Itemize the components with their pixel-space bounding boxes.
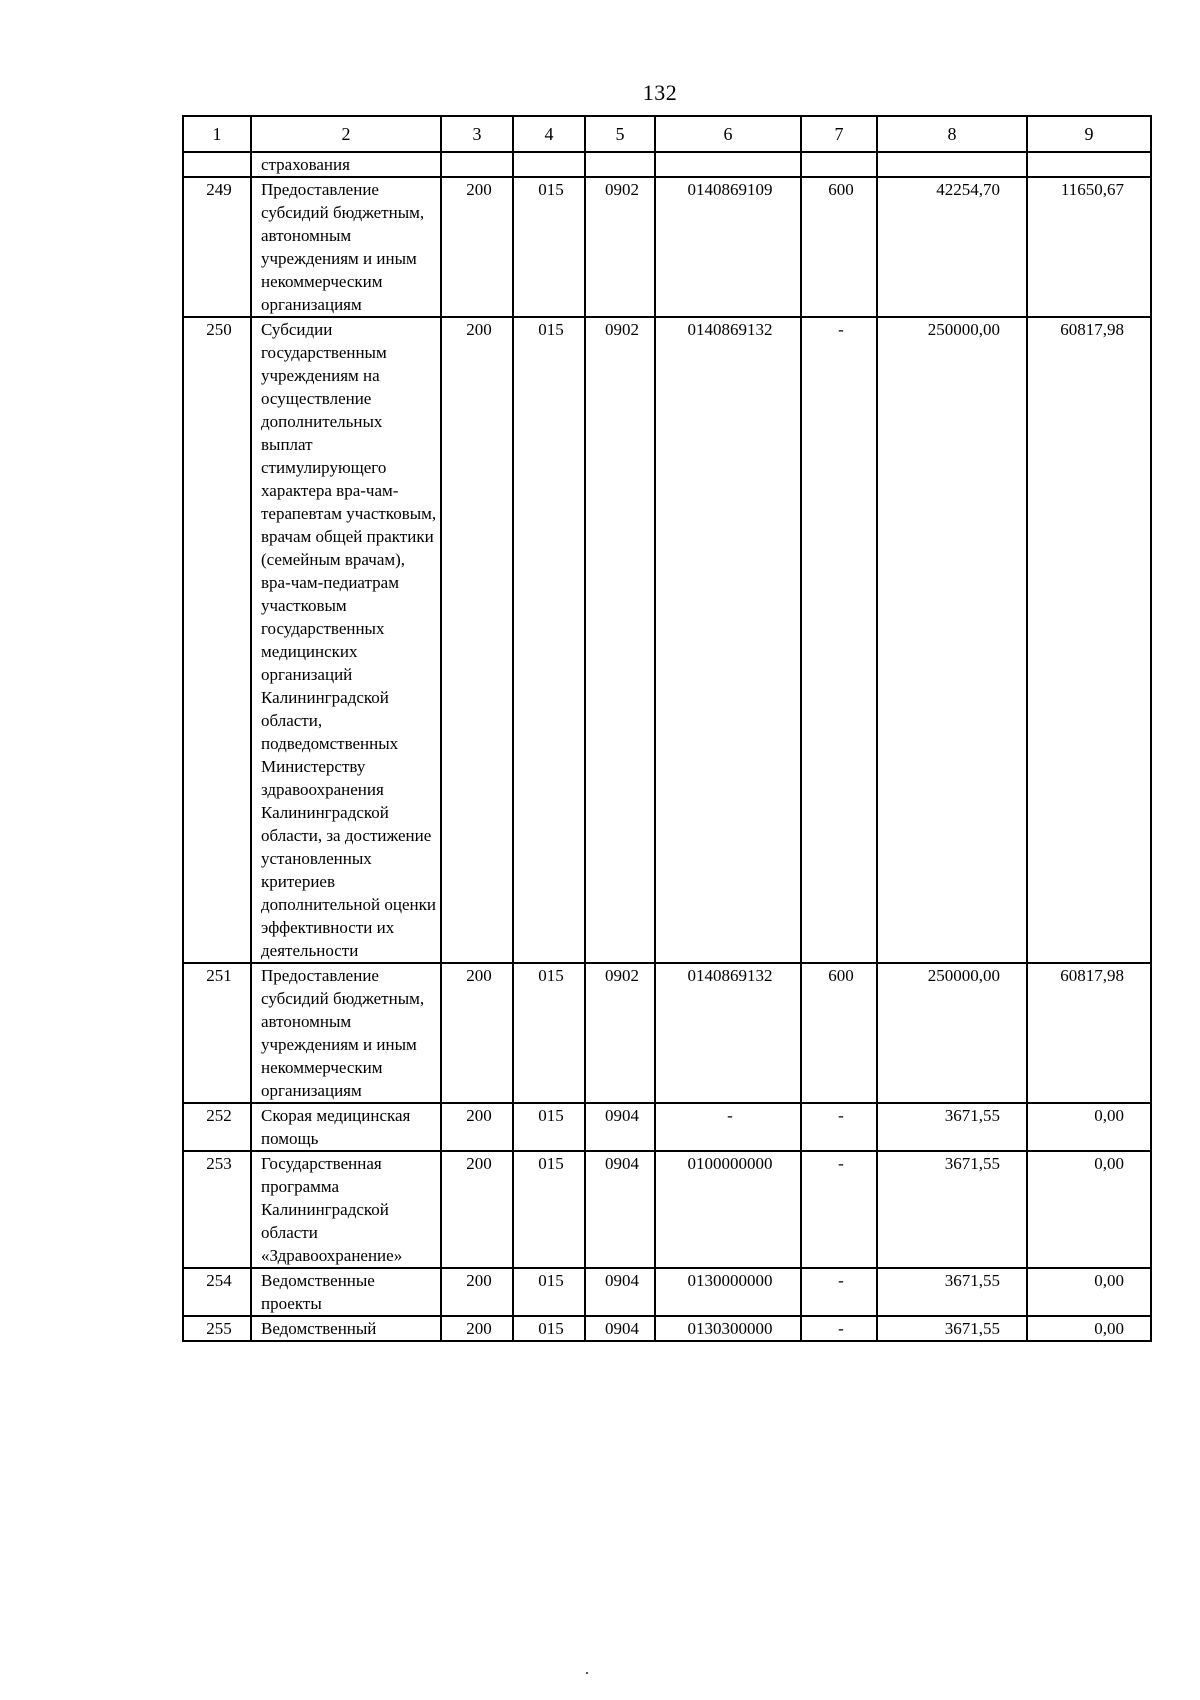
amount-executed: 0,00 [1027,1268,1151,1316]
amount-executed: 60817,98 [1027,317,1151,963]
row-number: 251 [183,963,251,1103]
table-row [183,1151,1151,1268]
target-article-code: 0100000000 [655,1151,801,1268]
table-row [183,963,1151,1103]
amount-executed: 0,00 [1027,1103,1151,1151]
item-description: Скорая медицинская помощь [251,1103,441,1151]
section-code: 0902 [585,317,655,963]
amount-executed: 0,00 [1027,1151,1151,1268]
column-header: 5 [585,116,655,152]
target-article-code: 0140869132 [655,317,801,963]
expense-type-code: - [801,1268,877,1316]
table-cell [801,152,877,177]
admin-code: 200 [441,317,513,963]
target-article-code: 0130000000 [655,1268,801,1316]
table-cell [655,152,801,177]
item-description: Предоставление субсидий бюджетным, автономным учреждениям и иным некоммерческим организациям [251,177,441,317]
scan-speck [586,1672,588,1674]
amount-planned: 250000,00 [877,963,1027,1103]
item-description: страхования [251,152,441,177]
item-description: Ведомственные проекты [251,1268,441,1316]
row-number: 252 [183,1103,251,1151]
table-cell [877,152,1027,177]
expense-type-code: - [801,1151,877,1268]
department-code: 015 [513,1316,585,1341]
continuation-row [183,152,1151,177]
amount-planned: 42254,70 [877,177,1027,317]
column-number-row [183,116,1151,152]
expense-type-code: 600 [801,963,877,1103]
amount-planned: 3671,55 [877,1268,1027,1316]
table-row [183,1316,1151,1341]
department-code: 015 [513,1151,585,1268]
department-code: 015 [513,317,585,963]
expense-type-code: - [801,1103,877,1151]
section-code: 0904 [585,1103,655,1151]
column-header: 9 [1027,116,1151,152]
target-article-code: 0140869109 [655,177,801,317]
section-code: 0902 [585,963,655,1103]
page-number: 132 [642,80,678,105]
column-header: 6 [655,116,801,152]
department-code: 015 [513,177,585,317]
amount-planned: 3671,55 [877,1151,1027,1268]
admin-code: 200 [441,1103,513,1151]
target-article-code: - [655,1103,801,1151]
table-row [183,317,1151,963]
expense-type-code: - [801,317,877,963]
column-header: 3 [441,116,513,152]
table-cell [513,152,585,177]
column-header: 4 [513,116,585,152]
target-article-code: 0140869132 [655,963,801,1103]
admin-code: 200 [441,1268,513,1316]
section-code: 0904 [585,1151,655,1268]
amount-planned: 3671,55 [877,1316,1027,1341]
row-number: 255 [183,1316,251,1341]
row-number: 249 [183,177,251,317]
amount-planned: 3671,55 [877,1103,1027,1151]
table-row [183,177,1151,317]
item-description: Субсидии государственным учреждениям на осуществление дополнительных выплат стимулирующего характера вра-чам-терапевтам участковым, врачам общей практики (семейным врачам), вра-чам-педиатрам участковым государственных медицинских организаций Калининградской области, подведомственных Министерству здравоохранения Калининградской области, за достижение установленных критериев дополнительной оценки эффективности их деятельности [251,317,441,963]
table-cell [585,152,655,177]
column-header: 1 [183,116,251,152]
table-row [183,1268,1151,1316]
section-code: 0904 [585,1268,655,1316]
department-code: 015 [513,963,585,1103]
target-article-code: 0130300000 [655,1316,801,1341]
table-cell [441,152,513,177]
row-number: 253 [183,1151,251,1268]
department-code: 015 [513,1103,585,1151]
column-header: 7 [801,116,877,152]
amount-executed: 0,00 [1027,1316,1151,1341]
admin-code: 200 [441,177,513,317]
column-header: 8 [877,116,1027,152]
amount-planned: 250000,00 [877,317,1027,963]
admin-code: 200 [441,963,513,1103]
section-code: 0902 [585,177,655,317]
column-header: 2 [251,116,441,152]
expense-type-code: 600 [801,177,877,317]
admin-code: 200 [441,1151,513,1268]
amount-executed: 11650,67 [1027,177,1151,317]
table-cell [183,152,251,177]
row-number: 250 [183,317,251,963]
item-description: Предоставление субсидий бюджетным, автономным учреждениям и иным некоммерческим организациям [251,963,441,1103]
expense-type-code: - [801,1316,877,1341]
budget-table [182,115,1152,1342]
table-row [183,1103,1151,1151]
amount-executed: 60817,98 [1027,963,1151,1103]
row-number: 254 [183,1268,251,1316]
section-code: 0904 [585,1316,655,1341]
item-description: Ведомственный [251,1316,441,1341]
table-cell [1027,152,1151,177]
item-description: Государственная программа Калининградской области «Здравоохранение» [251,1151,441,1268]
department-code: 015 [513,1268,585,1316]
admin-code: 200 [441,1316,513,1341]
